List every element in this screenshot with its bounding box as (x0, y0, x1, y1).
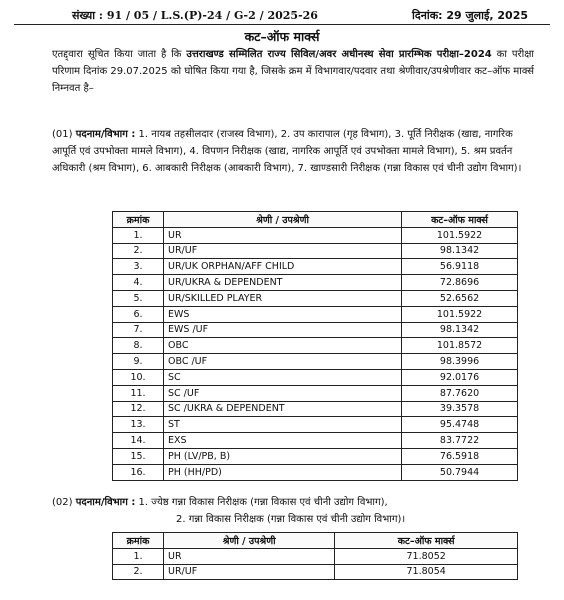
table-row (113, 259, 518, 275)
category-cell: UR/UF (164, 243, 402, 259)
section-2-text-1: 1. ज्येष्ठ गन्ना विकास निरीक्षक (गन्ना विकास एवं चीनी उद्योग विभाग), (135, 497, 388, 508)
section-2-number: (02) (52, 497, 76, 508)
category-cell: EWS (164, 306, 402, 322)
table-row (113, 464, 518, 480)
marks-cell: 98.3996 (402, 354, 518, 370)
cutoff-table-2-body (113, 548, 518, 580)
marks-cell: 101.5922 (402, 306, 518, 322)
reference-number: संख्या : 91 / 05 / L.S.(P)-24 / G-2 / 2025-26 (72, 9, 318, 22)
marks-cell: 72.8696 (402, 275, 518, 291)
category-cell: UR/SKILLED PLAYER (164, 290, 402, 306)
intro-prefix: एतद्द्वारा सूचित किया जाता है कि (52, 49, 187, 60)
notice-header (14, 6, 550, 26)
notice-date: दिनांक: 29 जुलाई, 2025 (412, 9, 528, 22)
table-row (113, 275, 518, 291)
table-row (113, 290, 518, 306)
table-row (113, 401, 518, 417)
category-header: श्रेणी / उपश्रेणी (164, 533, 335, 549)
serial-cell: 4. (113, 275, 164, 291)
serial-cell: 9. (113, 354, 164, 370)
marks-cell: 39.3578 (402, 401, 518, 417)
intro-paragraph (52, 46, 534, 97)
serial-header: क्रमांक (113, 533, 164, 549)
table-row (113, 417, 518, 433)
table-row (113, 306, 518, 322)
serial-cell: 15. (113, 448, 164, 464)
serial-cell: 13. (113, 417, 164, 433)
category-cell: OBC /UF (164, 354, 402, 370)
marks-cell: 71.8052 (335, 548, 518, 564)
serial-cell: 5. (113, 290, 164, 306)
section-2-posts (52, 494, 540, 528)
serial-cell: 7. (113, 322, 164, 338)
marks-header: कट–ऑफ मार्क्स (335, 533, 518, 549)
marks-cell: 87.7620 (402, 385, 518, 401)
section-1-text: 1. नायब तहसीलदार (राजस्व विभाग), 2. उप कारापाल (गृह विभाग), 3. पूर्ति निरीक्षक (खाद्य, नागरिक आपूर्ति एवं उपभोक्ता मामले विभाग), 4. विपणन निरीक्षक (खाद्य, नागरिक आपूर्ति एवं उपभोक्ता मामले विभाग), 5. श्रम प्रवर्तन अधिकारी (श्रम विभाग), 6. आबकारी निरीक्षक (आबकारी विभाग), 7. खाण्डसारी निरीक्षक (गन्ना विकास एवं चीनी उद्योग विभाग)। (52, 129, 522, 174)
header-divider (14, 24, 550, 25)
section-2-label: पदनाम/विभाग : (75, 497, 136, 508)
category-cell: UR/UKRA & DEPENDENT (164, 275, 402, 291)
table-row (113, 322, 518, 338)
table-row (113, 433, 518, 449)
serial-cell: 10. (113, 369, 164, 385)
category-cell: OBC (164, 338, 402, 354)
marks-cell: 56.9118 (402, 259, 518, 275)
table-row (113, 227, 518, 243)
serial-cell: 14. (113, 433, 164, 449)
table-row (113, 338, 518, 354)
cutoff-table-1-body (113, 227, 518, 480)
serial-cell: 11. (113, 385, 164, 401)
table-header-row (113, 212, 518, 228)
table-row (113, 564, 518, 580)
marks-cell: 101.5922 (402, 227, 518, 243)
marks-cell: 83.7722 (402, 433, 518, 449)
serial-cell: 3. (113, 259, 164, 275)
serial-cell: 2. (113, 564, 164, 580)
section-2-line-1 (52, 494, 540, 511)
marks-cell: 71.8054 (335, 564, 518, 580)
category-cell: ST (164, 417, 402, 433)
section-1-number: (01) (52, 129, 76, 140)
category-cell: SC /UF (164, 385, 402, 401)
section-1-posts (52, 126, 540, 177)
page-title: कट–ऑफ मार्क्स (244, 29, 320, 44)
table-row (113, 548, 518, 564)
category-cell: EXS (164, 433, 402, 449)
category-cell: UR/UF (164, 564, 335, 580)
marks-cell: 95.4748 (402, 417, 518, 433)
serial-cell: 12. (113, 401, 164, 417)
serial-cell: 8. (113, 338, 164, 354)
serial-cell: 1. (113, 227, 164, 243)
intro-suffix: का परीक्षा परिणाम दिनांक 29.07.2025 को घोषित किया गया है, जिसके क्रम में विभागवार/पदवार तथा श्रेणीवार/उपश्रेणीवार कट–ऑफ मार्क्स निम्नवत है– (52, 49, 534, 94)
category-cell: PH (LV/PB, B) (164, 448, 402, 464)
section-2-text-2: 2. गन्ना विकास निरीक्षक (गन्ना विकास एवं चीनी उद्योग विभाग)। (176, 514, 406, 525)
section-1-label: पदनाम/विभाग : (75, 129, 136, 140)
serial-cell: 1. (113, 548, 164, 564)
serial-cell: 6. (113, 306, 164, 322)
marks-header: कट–ऑफ मार्क्स (402, 212, 518, 228)
table-row (113, 385, 518, 401)
cutoff-table-2 (112, 532, 518, 580)
serial-cell: 2. (113, 243, 164, 259)
marks-cell: 50.7944 (402, 464, 518, 480)
serial-cell: 16. (113, 464, 164, 480)
category-cell: UR (164, 548, 335, 564)
cutoff-table-1 (112, 211, 518, 481)
marks-cell: 98.1342 (402, 243, 518, 259)
marks-cell: 52.6562 (402, 290, 518, 306)
category-header: श्रेणी / उपश्रेणी (164, 212, 402, 228)
table-row (113, 448, 518, 464)
table-row (113, 369, 518, 385)
table-row (113, 243, 518, 259)
category-cell: UR/UK ORPHAN/AFF CHILD (164, 259, 402, 275)
category-cell: EWS /UF (164, 322, 402, 338)
table-row (113, 354, 518, 370)
marks-cell: 98.1342 (402, 322, 518, 338)
category-cell: SC /UKRA & DEPENDENT (164, 401, 402, 417)
marks-cell: 101.8572 (402, 338, 518, 354)
category-cell: UR (164, 227, 402, 243)
serial-header: क्रमांक (113, 212, 164, 228)
exam-name: उत्तराखण्ड सम्मिलित राज्य सिविल/अवर अधीनस्थ सेवा प्रारम्भिक परीक्षा–2024 (186, 49, 492, 60)
marks-cell: 92.0176 (402, 369, 518, 385)
category-cell: SC (164, 369, 402, 385)
table-header-row (113, 533, 518, 549)
category-cell: PH (HH/PD) (164, 464, 402, 480)
marks-cell: 76.5918 (402, 448, 518, 464)
